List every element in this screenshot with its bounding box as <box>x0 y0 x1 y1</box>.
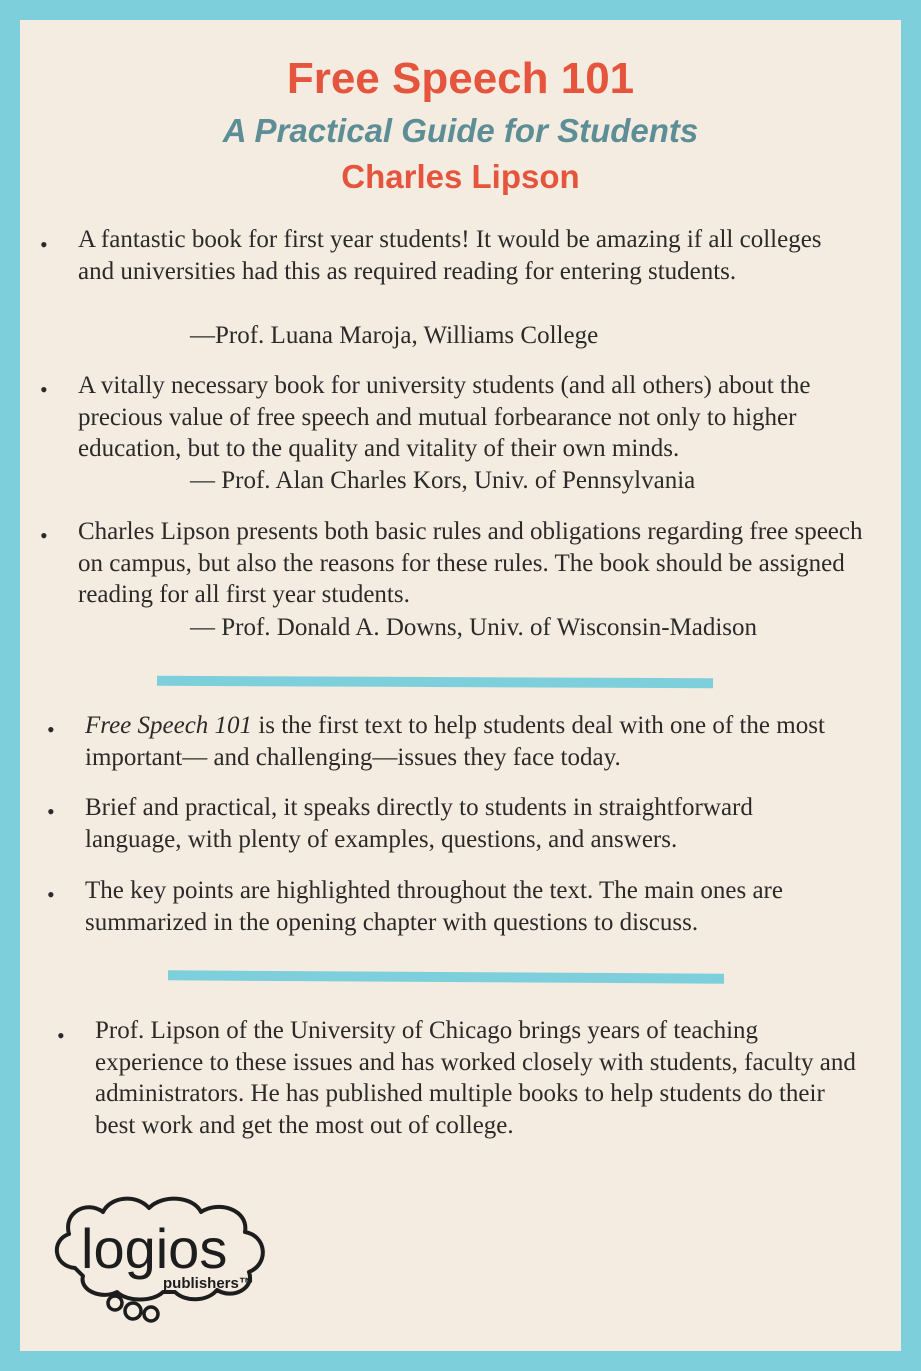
about-text: Prof. Lipson of the University of Chicago brings years of teaching experience to these issues and has worked closely with students, faculty and administrators. He has published multiple books to help students do their best work and get the most out of college. <box>95 1017 856 1139</box>
feature-text-rest: is the first text to help students deal with one of the most important— and challenging—issues they face today. <box>85 712 825 771</box>
quote-attribution: — Prof. Donald A. Downs, Univ. of Wisconsin-Madison <box>190 614 758 641</box>
quote-text: A fantastic book for first year students! It would be amazing if all colleges and universities had this as required reading for entering students. <box>78 226 822 285</box>
bullet: • <box>40 232 48 257</box>
quote-attribution: —Prof. Luana Maroja, Williams College <box>190 322 599 349</box>
quote-text: Charles Lipson presents both basic rules and obligations regarding free speech on campus, but also the reasons for these rules. The book should be assigned reading for all first year students. <box>78 518 863 608</box>
feature-text: Brief and practical, it speaks directly to students in straightforward language, with plenty of examples, questions, and answers. <box>85 794 753 853</box>
logios-logo <box>45 1190 275 1335</box>
quote-attribution: — Prof. Alan Charles Kors, Univ. of Pennsylvania <box>190 467 696 494</box>
bullet: • <box>47 799 55 824</box>
book-subtitle: A Practical Guide for Students <box>222 112 699 149</box>
feature-text: The key points are highlighted throughout the text. The main ones are summarized in the opening chapter with questions to discuss. <box>85 877 783 936</box>
bullet: • <box>40 523 48 548</box>
book-title-italic: Free Speech 101 <box>85 712 253 739</box>
logo-wordmark: logios <box>81 1217 228 1280</box>
bullet: • <box>40 377 48 402</box>
book-title: Free Speech 101 <box>286 54 635 103</box>
feature-text <box>85 710 875 773</box>
logo-tagline: publishers™ <box>163 1275 254 1292</box>
quote-text: A vitally necessary book for university students (and all others) about the precious value of free speech and mutual forbearance not only to higher education, but to the quality and vitality of their own minds. <box>78 372 811 462</box>
bullet: • <box>47 717 55 742</box>
bullet: • <box>47 882 55 907</box>
bullet: • <box>57 1023 65 1048</box>
book-author: Charles Lipson <box>341 158 580 195</box>
cloud-icon <box>45 1190 275 1330</box>
